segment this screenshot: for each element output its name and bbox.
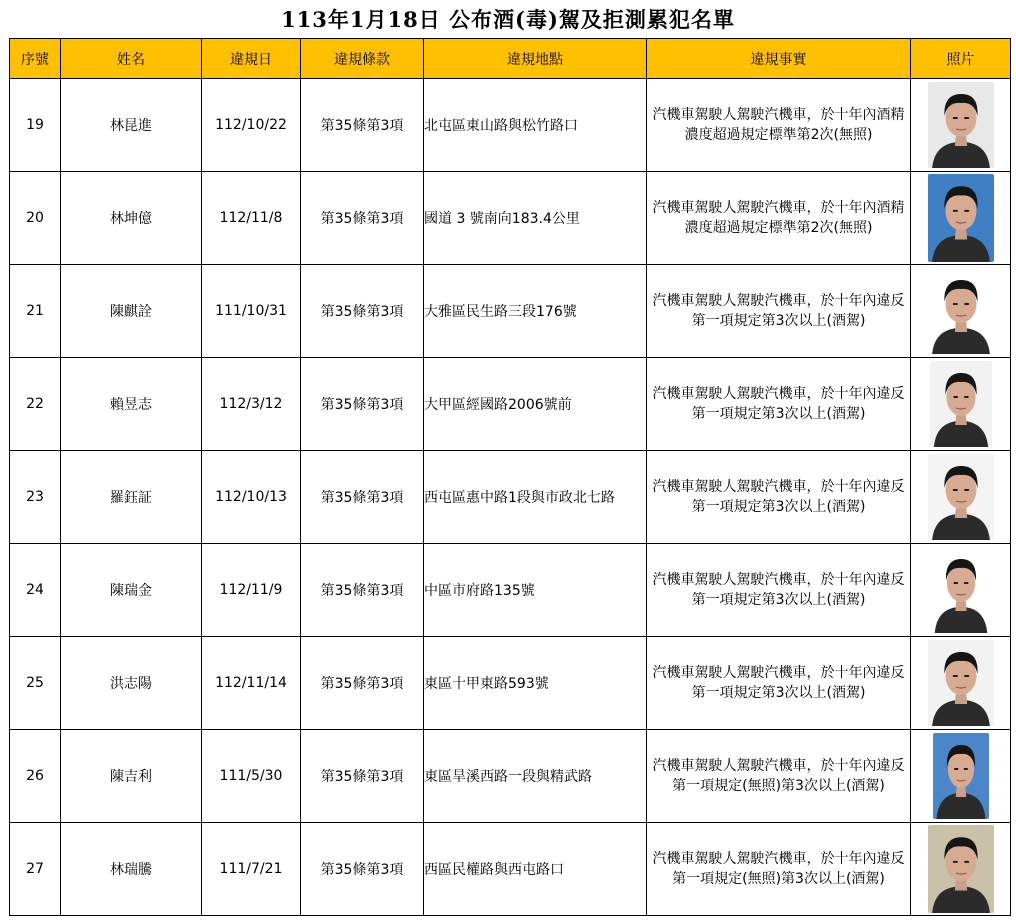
cell-fact: 汽機車駕駛人駕駛汽機車，於十年內違反第一項規定第3次以上(酒駕) [647, 265, 911, 358]
person-silhouette-icon [933, 733, 989, 819]
header-date: 違規日 [202, 39, 301, 79]
cell-fact: 汽機車駕駛人駕駛汽機車，於十年內違反第一項規定(無照)第3次以上(酒駕) [647, 823, 911, 916]
person-silhouette-icon [928, 268, 994, 354]
cell-fact: 汽機車駕駛人駕駛汽機車，於十年內違反第一項規定第3次以上(酒駕) [647, 451, 911, 544]
portrait-photo [928, 640, 994, 726]
cell-location: 西區民權路與西屯路口 [424, 823, 647, 916]
portrait-photo [931, 547, 991, 633]
cell-fact: 汽機車駕駛人駕駛汽機車，於十年內違反第一項規定第3次以上(酒駕) [647, 637, 911, 730]
header-no: 序號 [10, 39, 61, 79]
cell-article: 第35條第3項 [301, 79, 424, 172]
table-row [10, 451, 1011, 544]
portrait-photo [930, 361, 992, 447]
header-location: 違規地點 [424, 39, 647, 79]
cell-fact: 汽機車駕駛人駕駛汽機車，於十年內酒精濃度超過規定標準第2次(無照) [647, 172, 911, 265]
cell-article: 第35條第3項 [301, 358, 424, 451]
cell-name: 陳吉利 [61, 730, 202, 823]
person-silhouette-icon [928, 640, 994, 726]
cell-no: 23 [10, 451, 61, 544]
cell-fact: 汽機車駕駛人駕駛汽機車，於十年內違反第一項規定第3次以上(酒駕) [647, 544, 911, 637]
table-row [10, 823, 1011, 916]
table-row [10, 172, 1011, 265]
cell-article: 第35條第3項 [301, 730, 424, 823]
person-silhouette-icon [931, 547, 991, 633]
cell-name: 洪志陽 [61, 637, 202, 730]
cell-location: 中區市府路135號 [424, 544, 647, 637]
person-silhouette-icon [928, 454, 994, 540]
cell-date: 111/7/21 [202, 823, 301, 916]
header-article: 違規條款 [301, 39, 424, 79]
portrait-photo [928, 825, 994, 913]
cell-article: 第35條第3項 [301, 172, 424, 265]
table-row [10, 79, 1011, 172]
cell-location: 國道 3 號南向183.4公里 [424, 172, 647, 265]
portrait-photo [928, 174, 994, 262]
cell-no: 27 [10, 823, 61, 916]
cell-photo [911, 358, 1011, 451]
cell-article: 第35條第3項 [301, 265, 424, 358]
cell-photo [911, 544, 1011, 637]
cell-no: 22 [10, 358, 61, 451]
cell-article: 第35條第3項 [301, 544, 424, 637]
cell-location: 東區旱溪西路一段與精武路 [424, 730, 647, 823]
person-silhouette-icon [928, 174, 994, 262]
table-body [10, 79, 1011, 916]
person-silhouette-icon [928, 82, 994, 168]
cell-date: 112/3/12 [202, 358, 301, 451]
offender-table [9, 38, 1011, 916]
cell-fact: 汽機車駕駛人駕駛汽機車，於十年內違反第一項規定第3次以上(酒駕) [647, 358, 911, 451]
header-name: 姓名 [61, 39, 202, 79]
cell-no: 20 [10, 172, 61, 265]
cell-date: 112/11/8 [202, 172, 301, 265]
cell-photo [911, 451, 1011, 544]
cell-name: 林昆進 [61, 79, 202, 172]
table-row [10, 265, 1011, 358]
cell-photo [911, 823, 1011, 916]
header-photo: 照片 [911, 39, 1011, 79]
cell-name: 林瑞騰 [61, 823, 202, 916]
cell-photo [911, 265, 1011, 358]
cell-photo [911, 730, 1011, 823]
cell-date: 111/5/30 [202, 730, 301, 823]
cell-no: 25 [10, 637, 61, 730]
cell-photo [911, 637, 1011, 730]
cell-date: 112/11/14 [202, 637, 301, 730]
portrait-photo [928, 82, 994, 168]
cell-date: 111/10/31 [202, 265, 301, 358]
page-title: 113年1月18日 公布酒(毒)駕及拒測累犯名單 [281, 7, 735, 32]
cell-name: 陳麒詮 [61, 265, 202, 358]
cell-location: 東區十甲東路593號 [424, 637, 647, 730]
cell-name: 陳瑞金 [61, 544, 202, 637]
cell-article: 第35條第3項 [301, 637, 424, 730]
table-row [10, 637, 1011, 730]
cell-location: 大甲區經國路2006號前 [424, 358, 647, 451]
cell-no: 24 [10, 544, 61, 637]
cell-location: 大雅區民生路三段176號 [424, 265, 647, 358]
cell-name: 羅鈺証 [61, 451, 202, 544]
cell-article: 第35條第3項 [301, 451, 424, 544]
cell-fact: 汽機車駕駛人駕駛汽機車，於十年內違反第一項規定(無照)第3次以上(酒駕) [647, 730, 911, 823]
cell-location: 西屯區惠中路1段與市政北七路 [424, 451, 647, 544]
portrait-photo [928, 268, 994, 354]
cell-photo [911, 172, 1011, 265]
table-row [10, 358, 1011, 451]
cell-no: 21 [10, 265, 61, 358]
person-silhouette-icon [930, 361, 992, 447]
table-row [10, 730, 1011, 823]
cell-article: 第35條第3項 [301, 823, 424, 916]
portrait-photo [928, 454, 994, 540]
cell-fact: 汽機車駕駛人駕駛汽機車，於十年內酒精濃度超過規定標準第2次(無照) [647, 79, 911, 172]
table-header-row [10, 39, 1011, 79]
cell-date: 112/10/13 [202, 451, 301, 544]
cell-date: 112/10/22 [202, 79, 301, 172]
cell-location: 北屯區東山路與松竹路口 [424, 79, 647, 172]
cell-no: 26 [10, 730, 61, 823]
person-silhouette-icon [928, 825, 994, 913]
cell-no: 19 [10, 79, 61, 172]
cell-name: 林坤億 [61, 172, 202, 265]
cell-name: 賴昱志 [61, 358, 202, 451]
cell-date: 112/11/9 [202, 544, 301, 637]
portrait-photo [933, 733, 989, 819]
cell-photo [911, 79, 1011, 172]
table-row [10, 544, 1011, 637]
header-fact: 違規事實 [647, 39, 911, 79]
